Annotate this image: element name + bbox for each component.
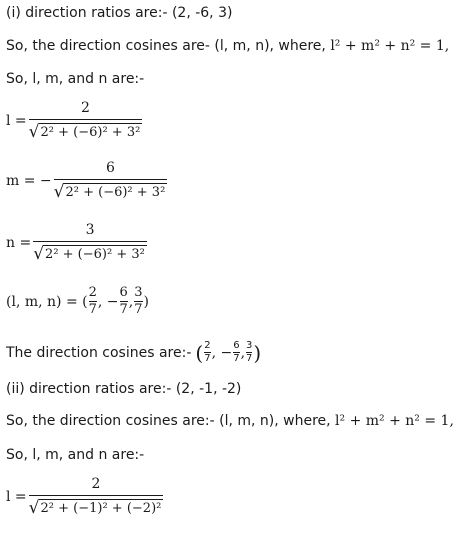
final-frac-2 xyxy=(233,341,239,364)
n-radicand: 2² + (−6)² + 3² xyxy=(45,247,145,262)
part1-l-equation xyxy=(6,100,142,141)
result-frac-1-num: 2 xyxy=(88,285,97,300)
n-lhs: n = xyxy=(6,234,32,251)
sqrt-icon: √ xyxy=(33,244,45,264)
result-frac-3 xyxy=(134,286,142,317)
sqrt-icon: √ xyxy=(28,122,40,142)
l-numerator: 2 xyxy=(81,100,90,116)
l2-denominator xyxy=(29,495,164,517)
part1-cosines-intro-text: So, the direction cosines are- (l, m, n), where, xyxy=(6,38,326,54)
final-close: ) xyxy=(253,340,262,365)
final-sep-1: , − xyxy=(211,344,233,361)
m-lhs: m = − xyxy=(6,172,52,189)
part1-result xyxy=(6,286,149,317)
result-frac-3-den: 7 xyxy=(134,302,143,317)
l-lhs: l = xyxy=(6,112,27,129)
result-frac-3-num: 3 xyxy=(134,285,143,300)
part1-heading: (i) direction ratios are:- (2, -6, 3) xyxy=(6,5,233,21)
final-frac-3-num: 3 xyxy=(246,340,253,351)
final-frac-1-num: 2 xyxy=(204,340,211,351)
part2-cosines-intro-text: So, the direction cosines are:- (l, m, n), where, xyxy=(6,413,331,429)
result-frac-2-den: 7 xyxy=(119,302,128,317)
part1-cosines-intro xyxy=(6,37,449,55)
m-radicand: 2² + (−6)² + 3² xyxy=(65,185,166,200)
n-fraction xyxy=(33,222,147,263)
sqrt-icon: √ xyxy=(28,498,40,518)
part1-n-equation xyxy=(6,222,147,263)
final-open: ( xyxy=(195,340,204,365)
result-frac-1 xyxy=(89,286,97,317)
l2-lhs: l = xyxy=(6,488,27,505)
part2-heading: (ii) direction ratios are:- (2, -1, -2) xyxy=(6,381,242,397)
m-denominator xyxy=(54,179,168,201)
result-frac-2 xyxy=(120,286,128,317)
result-lhs: (l, m, n) = ( xyxy=(6,293,88,310)
part1-final-label: The direction cosines are:- xyxy=(6,344,192,361)
sqrt-icon: √ xyxy=(53,182,65,202)
final-frac-3-den: 7 xyxy=(246,353,253,364)
result-sep-2: , xyxy=(128,293,134,310)
m-numerator: 6 xyxy=(106,160,115,176)
final-frac-3 xyxy=(246,341,252,364)
final-frac-1-den: 7 xyxy=(204,353,211,364)
n-denominator xyxy=(33,241,147,263)
part1-lmn-intro: So, l, m, and n are:- xyxy=(6,71,145,87)
final-sep-2: , xyxy=(240,344,246,361)
part1-identity: l² + m² + n² = 1, xyxy=(330,38,450,54)
result-sep-1: , − xyxy=(97,293,119,310)
final-frac-2-den: 7 xyxy=(233,353,240,364)
part2-lmn-intro: So, l, m, and n are:- xyxy=(6,447,145,463)
n-numerator: 3 xyxy=(85,222,95,238)
part2-identity: l² + m² + n² = 1, xyxy=(335,413,454,429)
result-close: ) xyxy=(143,293,149,310)
l-fraction xyxy=(29,100,143,141)
part2-l-equation xyxy=(6,476,163,517)
l2-radicand: 2² + (−1)² + (−2)² xyxy=(40,501,162,516)
l-radicand: 2² + (−6)² + 3² xyxy=(40,125,141,140)
l-denominator xyxy=(29,119,143,141)
part1-m-equation xyxy=(6,160,167,201)
l2-fraction xyxy=(29,476,164,517)
final-frac-2-num: 6 xyxy=(233,340,240,351)
l2-numerator: 2 xyxy=(91,476,101,492)
result-frac-2-num: 6 xyxy=(119,285,128,300)
part2-cosines-intro xyxy=(6,412,454,430)
result-frac-1-den: 7 xyxy=(88,302,97,317)
m-fraction xyxy=(54,160,168,201)
final-frac-1 xyxy=(204,341,210,364)
part1-final-line xyxy=(6,341,261,364)
